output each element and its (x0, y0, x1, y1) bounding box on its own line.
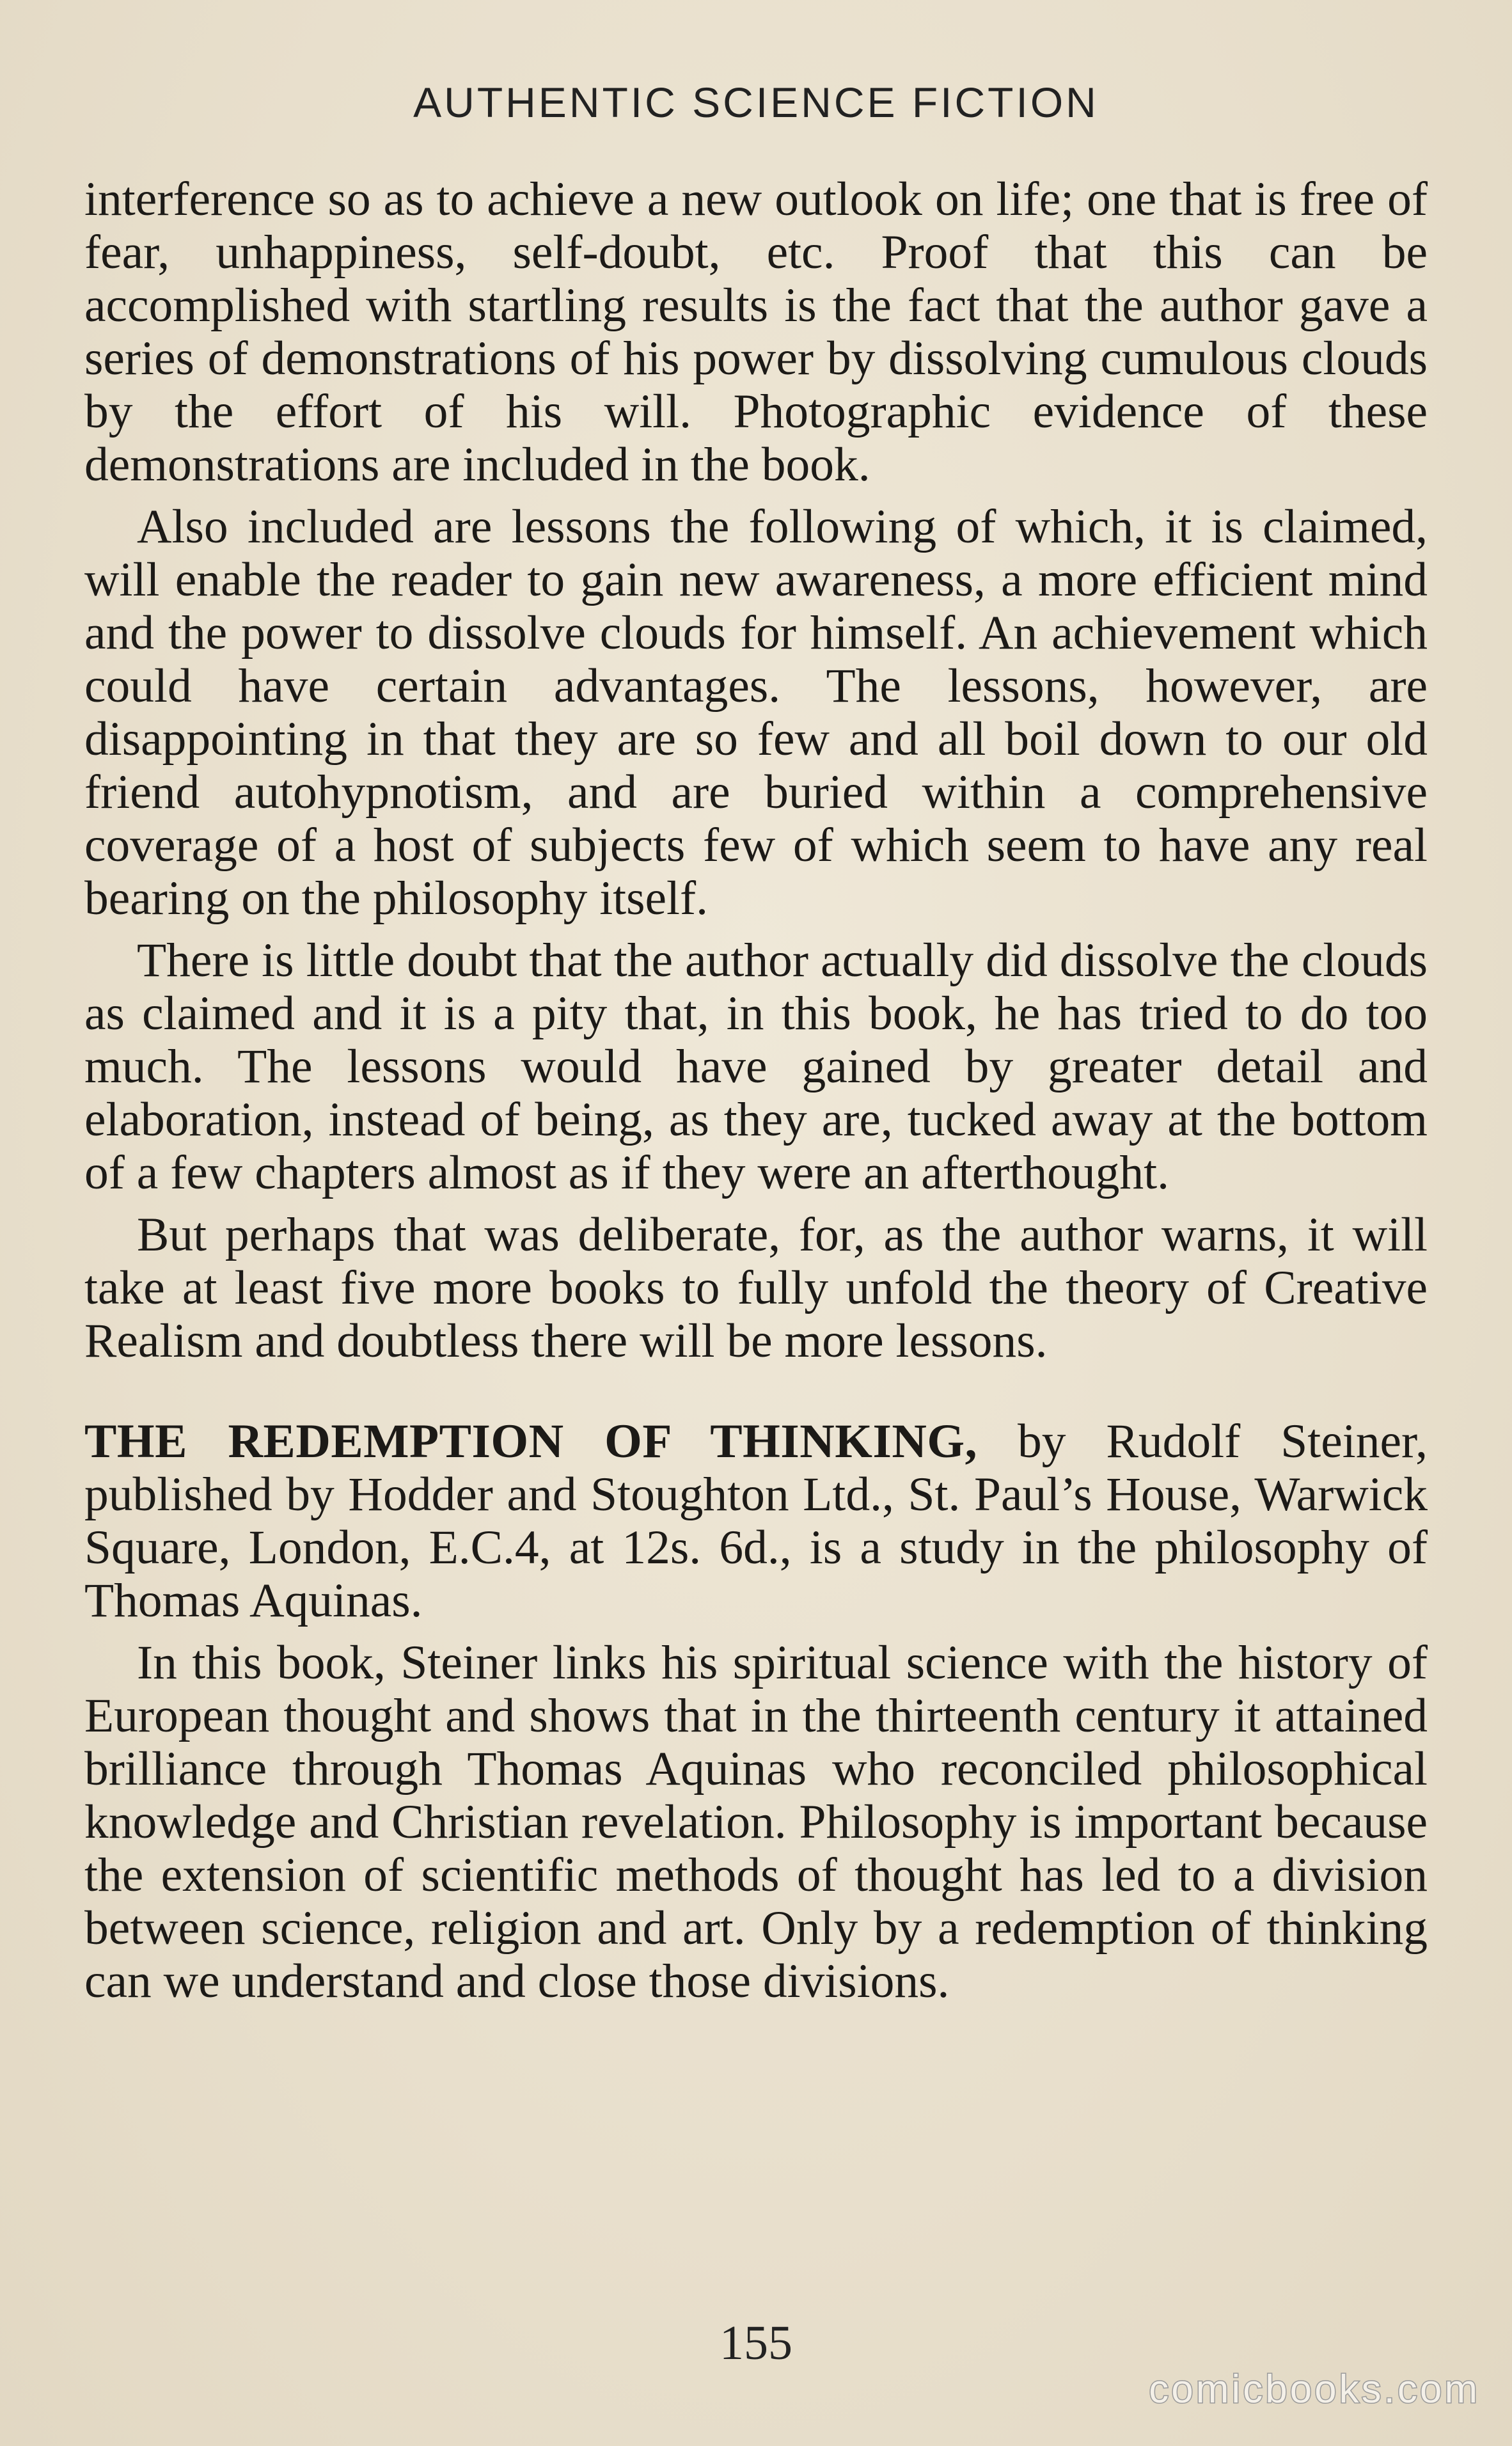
paragraph-steiner: In this book, Steiner links his spiritual science with the history of European thought and shows that in the thirteenth century it attained brilliance through Thomas Aquinas who reconciled philosophical knowledge and Christian revelation. Philosophy is important because the extension of scientific methods of thought has led to a division between science, religion and art. Only by a redemption of thinking can we understand and close those divisions. (84, 1636, 1428, 2008)
paragraph-continuation: interference so as to achieve a new outlook on life; one that is free of fear, unhappiness, self-doubt, etc. Proof that this can be accomplished with startling results is the fact that the author gave a series of demonstrations of his power by dissolving cumulous clouds by the effort of his will. Photographic evidence of these demonstrations are included in the book. (84, 173, 1428, 491)
book-title: THE REDEMPTION OF THINKING, (84, 1415, 978, 1468)
section-gap (84, 1368, 1428, 1415)
paragraph-lessons: Also included are lessons the following of which, it is claimed, will enable the reader to gain new awareness, a more efficient mind and the power to dissolve clouds for himself. An achievement which could have certain advantages. The lessons, however, are disappointing in that they are so few and all boil down to our old friend autohypnotism, and are buried within a comprehensive coverage of a host of subjects few of which seem to have any real bearing on the philosophy itself. (84, 500, 1428, 925)
body-text (84, 173, 1428, 2008)
paragraph-assessment: There is little doubt that the author actually did dissolve the clouds as claimed and it is a pity that, in this book, he has tried to do too much. The lessons would have gained by greater detail and elaboration, instead of being, as they are, tucked away at the bottom of a few chapters almost as if they were an afterthought. (84, 934, 1428, 1199)
review-intro-paragraph (84, 1415, 1428, 1627)
watermark-logo: comicbooks.com (1149, 2367, 1480, 2411)
page-number: 155 (720, 2316, 792, 2370)
running-head: AUTHENTIC SCIENCE FICTION (413, 79, 1099, 126)
book-details: by Rudolf Steiner, published by Hodder and Stoughton Ltd., St. Paul’s House, Warwick Square, London, E.C.4, at 12s. 6d., is a study in the philosophy of Thomas Aquinas. (84, 1415, 1428, 1627)
paragraph-conclusion: But perhaps that was deliberate, for, as the author warns, it will take at least five more books to fully unfold the theory of Creative Realism and doubtless there will be more lessons. (84, 1208, 1428, 1368)
